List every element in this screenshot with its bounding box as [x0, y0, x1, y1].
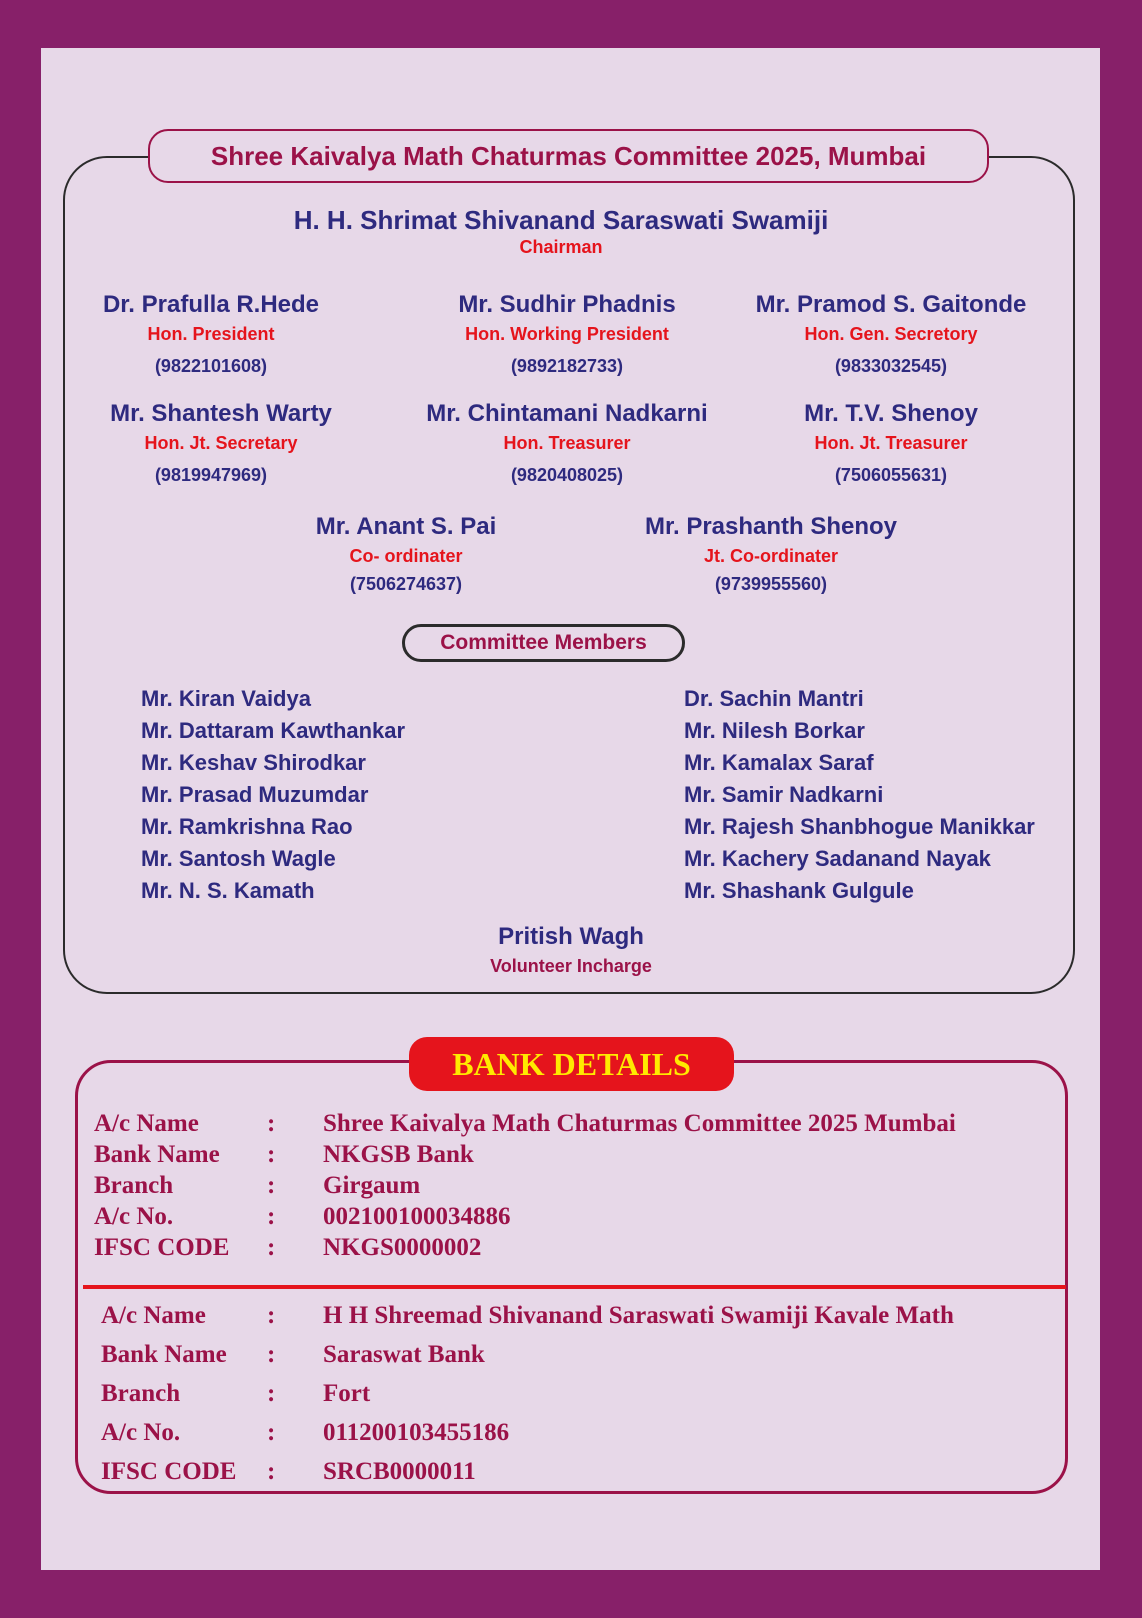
officer-phone: (7506055631) [834, 465, 948, 485]
committee-members-heading: Committee Members [402, 624, 685, 662]
member-name: Mr. Dattaram Kawthankar [141, 718, 406, 743]
member-name: Mr. Keshav Shirodkar [141, 750, 366, 775]
bank-field-value: Girgaum [323, 1172, 421, 1199]
member-name: Mr. Ramkrishna Rao [141, 814, 353, 839]
bank-field-value: Fort [323, 1380, 371, 1407]
bank-colon: : [267, 1203, 276, 1230]
bank-field-label: A/c Name [101, 1302, 206, 1329]
bank-field-value: 002100100034886 [323, 1203, 511, 1230]
bank-field-label: Branch [94, 1172, 174, 1199]
bank-field-value: H H Shreemad Shivanand Saraswati Swamiji Kavale Math [323, 1302, 954, 1329]
bank-field-label: A/c No. [94, 1203, 174, 1230]
bank-field-label: IFSC CODE [94, 1234, 230, 1261]
officer-name: Dr. Prafulla R.Hede [102, 291, 320, 318]
officer-phone: (9822101608) [154, 356, 268, 376]
bank-details-title: BANK DETAILS [409, 1037, 734, 1091]
bank-field-value: SRCB0000011 [323, 1458, 476, 1485]
member-name: Mr. Prasad Muzumdar [141, 782, 369, 807]
member-name: Mr. Kamalax Saraf [684, 750, 874, 775]
member-name: Mr. N. S. Kamath [141, 878, 315, 903]
member-name: Dr. Sachin Mantri [684, 686, 864, 711]
member-name: Mr. Rajesh Shanbhogue Manikkar [684, 814, 1035, 839]
bank-colon: : [267, 1380, 276, 1407]
volunteer-role: Volunteer Incharge [490, 956, 652, 976]
bank-field-label: Bank Name [101, 1341, 227, 1368]
bank-colon: : [267, 1172, 276, 1199]
officer-role: Hon. Working President [465, 324, 669, 344]
bank-colon: : [267, 1302, 276, 1329]
member-name: Mr. Nilesh Borkar [684, 718, 865, 743]
page-panel [41, 48, 1100, 1570]
member-name: Mr. Santosh Wagle [141, 846, 336, 871]
bank-colon: : [267, 1110, 276, 1137]
officer-role: Hon. Treasurer [503, 433, 631, 453]
chairman-role: Chairman [519, 237, 603, 257]
officer-role: Hon. Jt. Treasurer [814, 433, 968, 453]
member-name: Mr. Kiran Vaidya [141, 686, 311, 711]
member-name: Mr. Shashank Gulgule [684, 878, 914, 903]
officer-role: Jt. Co-ordinater [703, 546, 838, 566]
officer-name: Mr. Chintamani Nadkarni [426, 400, 708, 427]
committee-title: Shree Kaivalya Math Chaturmas Committee 2025, Mumbai [148, 129, 989, 183]
members-left-list [141, 683, 405, 907]
member-name: Mr. Samir Nadkarni [684, 782, 884, 807]
members-right-list [684, 683, 1035, 907]
officer-name: Mr. T.V. Shenoy [804, 400, 978, 427]
bank-field-value: Shree Kaivalya Math Chaturmas Committee 2025 Mumbai [323, 1110, 956, 1137]
bank-divider [83, 1285, 1066, 1289]
bank-colon: : [267, 1234, 276, 1261]
bank-field-label: Bank Name [94, 1141, 220, 1168]
bank-field-label: A/c No. [101, 1419, 181, 1446]
officer-role: Co- ordinater [349, 546, 463, 566]
bank-colon: : [267, 1419, 276, 1446]
bank-field-value: NKGSB Bank [323, 1141, 474, 1168]
chairman-name: H. H. Shrimat Shivanand Saraswati Swamiji [293, 205, 829, 235]
officer-role: Hon. President [147, 324, 275, 344]
officer-phone: (7506274637) [349, 574, 463, 594]
officer-role: Hon. Gen. Secretory [804, 324, 978, 344]
officer-name: Mr. Sudhir Phadnis [458, 291, 676, 318]
officer-phone: (9739955560) [714, 574, 828, 594]
volunteer-name: Pritish Wagh [498, 923, 644, 950]
officer-name: Mr. Anant S. Pai [315, 513, 497, 540]
bank-colon: : [267, 1458, 276, 1485]
bank-field-value: Saraswat Bank [323, 1341, 485, 1368]
officer-role: Hon. Jt. Secretary [144, 433, 298, 453]
officer-name: Mr. Shantesh Warty [110, 400, 332, 427]
officer-name: Mr. Prashanth Shenoy [644, 513, 898, 540]
officer-phone: (9820408025) [510, 465, 624, 485]
officer-name: Mr. Pramod S. Gaitonde [755, 291, 1027, 318]
bank-field-label: Branch [101, 1380, 181, 1407]
bank-field-label: IFSC CODE [101, 1458, 237, 1485]
bank-colon: : [267, 1341, 276, 1368]
officer-phone: (9833032545) [834, 356, 948, 376]
bank-colon: : [267, 1141, 276, 1168]
bank-field-label: A/c Name [94, 1110, 199, 1137]
bank-field-value: 011200103455186 [323, 1419, 510, 1446]
bank-field-value: NKGS0000002 [323, 1234, 482, 1261]
officer-phone: (9892182733) [510, 356, 624, 376]
member-name: Mr. Kachery Sadanand Nayak [684, 846, 991, 871]
officer-phone: (9819947969) [154, 465, 268, 485]
